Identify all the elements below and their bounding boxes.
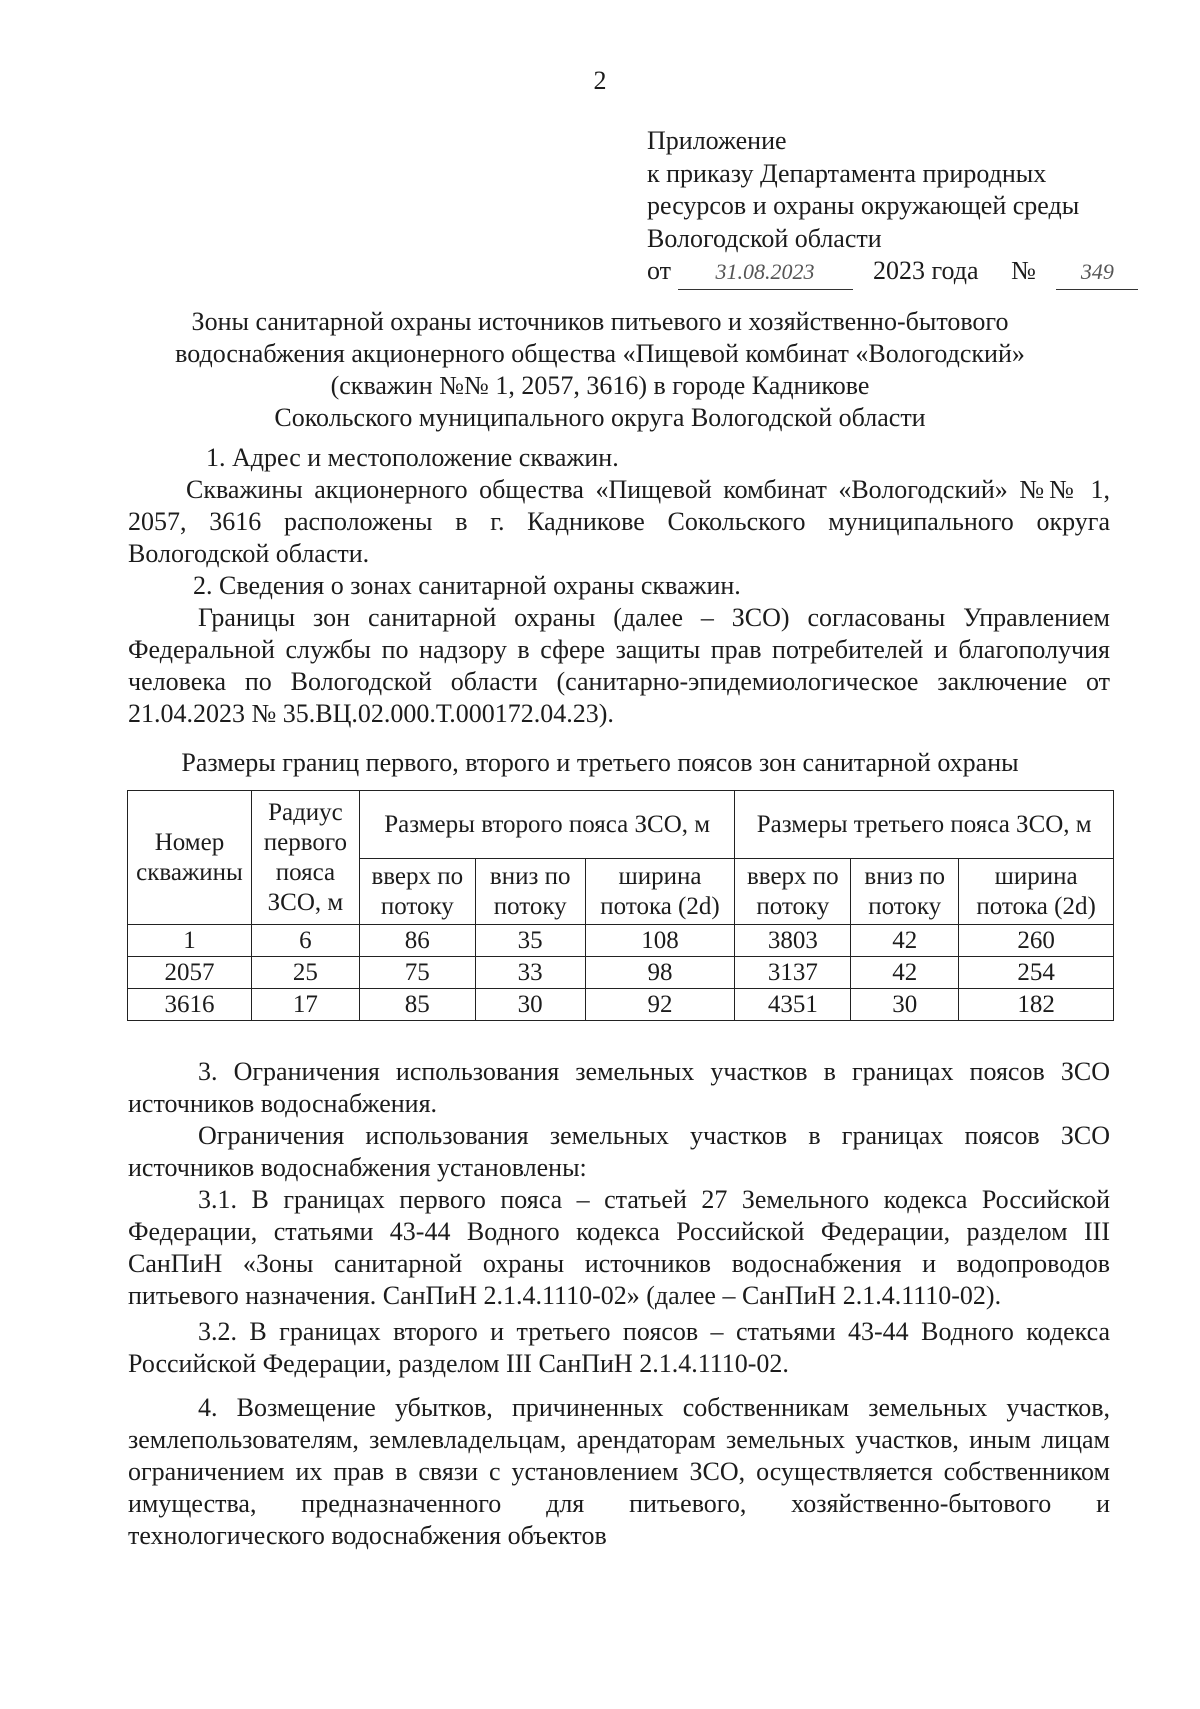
- zso-table: [127, 790, 1114, 1021]
- table-caption: Размеры границ первого, второго и третьего поясов зон санитарной охраны: [181, 748, 1019, 777]
- table-cell: 92: [585, 989, 735, 1021]
- table-cell: 2057: [128, 957, 252, 989]
- section-2-heading: 2. Сведения о зонах санитарной охраны скважин.: [193, 571, 741, 600]
- header-first-zone-radius: Радиус первого пояса ЗСО, м: [251, 791, 359, 925]
- table-cell: 75: [359, 957, 475, 989]
- title-line-1: Зоны санитарной охраны источников питьевого и хозяйственно-бытового: [191, 307, 1009, 336]
- table-cell: 98: [585, 957, 735, 989]
- table-cell: 42: [851, 957, 959, 989]
- section-3-heading: 3. Ограничения использования земельных участков в границах поясов ЗСО источников водоснабжения.: [128, 1057, 1110, 1118]
- section-2-text: Границы зон санитарной охраны (далее – ЗСО) согласованы Управлением Федеральной службы по надзору в сфере защиты прав потребителей и благополучия человека по Вологодской области (санитарно-эпидемиологическое заключение от 21.04.2023 № 35.ВЦ.02.000.Т.000172.04.23).: [128, 603, 1110, 728]
- table-cell: 35: [475, 925, 585, 957]
- table-cell: 254: [959, 957, 1114, 989]
- table-row: [128, 989, 1114, 1021]
- table-cell: 25: [251, 957, 359, 989]
- header-second-width: ширина потока (2d): [585, 859, 735, 925]
- table-cell: 260: [959, 925, 1114, 957]
- title-line-3: (скважин №№ 1, 2057, 3616) в городе Кадникове: [330, 371, 870, 400]
- appendix-line-2: к приказу Департамента природных: [647, 158, 1047, 188]
- header-well-number: Номер скважины: [128, 791, 252, 925]
- handwritten-number: 349: [1056, 256, 1138, 290]
- table-cell: 1: [128, 925, 252, 957]
- table-cell: 30: [475, 989, 585, 1021]
- header-second-downstream: вниз по потоку: [475, 859, 585, 925]
- table-cell: 3137: [735, 957, 851, 989]
- sections-3-4: [128, 1056, 1110, 1552]
- section-3-intro: Ограничения использования земельных участков в границах поясов ЗСО источников водоснабжения установлены:: [128, 1121, 1110, 1182]
- title-line-2: водоснабжения акционерного общества «Пищевой комбинат «Вологодский»: [175, 339, 1025, 368]
- section-4-text: 4. Возмещение убытков, причиненных собственникам земельных участков, землепользователям, землевладельцам, арендаторам земельных участков, иным лицам ограничением их прав в связи с установлением ЗСО, осуществляется собственником имущества, предназначенного для питьевого, хозяйственно-бытового и технологического водоснабжения объектов: [128, 1393, 1110, 1550]
- header-second-zone: Размеры второго пояса ЗСО, м: [359, 791, 735, 859]
- sections-1-2: [128, 442, 1110, 730]
- table-cell: 85: [359, 989, 475, 1021]
- table-cell: 4351: [735, 989, 851, 1021]
- appendix-header: [647, 125, 1138, 290]
- table-cell: 30: [851, 989, 959, 1021]
- appendix-line-4: Вологодской области: [647, 223, 882, 253]
- header-third-downstream: вниз по потоку: [851, 859, 959, 925]
- number-sign: №: [1011, 256, 1036, 285]
- handwritten-date: 31.08.2023: [678, 256, 853, 290]
- appendix-line-3: ресурсов и охраны окружающей среды: [647, 191, 1080, 220]
- header-second-upstream: вверх по потоку: [359, 859, 475, 925]
- header-third-width: ширина потока (2d): [959, 859, 1114, 925]
- year-text: 2023 года: [873, 256, 979, 285]
- document-title: [120, 306, 1080, 434]
- table-row: [128, 925, 1114, 957]
- date-prefix: от: [647, 256, 672, 285]
- section-3-2-text: 3.2. В границах второго и третьего поясов – статьями 43-44 Водного кодекса Российской Федерации, разделом III СанПиН 2.1.4.1110-02.: [128, 1317, 1110, 1378]
- header-third-zone: Размеры третьего пояса ЗСО, м: [735, 791, 1114, 859]
- table-cell: 86: [359, 925, 475, 957]
- title-line-4: Сокольского муниципального округа Вологодской области: [274, 403, 926, 432]
- section-3-1-text: 3.1. В границах первого пояса – статьей 27 Земельного кодекса Российской Федерации, статьями 43-44 Водного кодекса Российской Федерации, разделом III СанПиН «Зоны санитарной охраны источников водоснабжения и водопроводов питьевого назначения. СанПиН 2.1.4.1110-02» (далее – СанПиН 2.1.4.1110-02).: [128, 1185, 1110, 1310]
- appendix-date-line: [647, 255, 1138, 290]
- appendix-line-1: Приложение: [647, 126, 787, 155]
- table-cell: 108: [585, 925, 735, 957]
- table-cell: 6: [251, 925, 359, 957]
- page-number: 2: [593, 66, 607, 95]
- table-cell: 42: [851, 925, 959, 957]
- table-cell: 3803: [735, 925, 851, 957]
- section-1-text: Скважины акционерного общества «Пищевой комбинат «Вологодский» №№ 1, 2057, 3616 расположены в г. Кадникове Сокольского муниципального округа Вологодской области.: [128, 475, 1110, 568]
- table-cell: 33: [475, 957, 585, 989]
- table-cell: 17: [251, 989, 359, 1021]
- header-third-upstream: вверх по потоку: [735, 859, 851, 925]
- section-1-heading: 1. Адрес и местоположение скважин.: [206, 443, 619, 472]
- table-cell: 182: [959, 989, 1114, 1021]
- table-row: [128, 957, 1114, 989]
- table-cell: 3616: [128, 989, 252, 1021]
